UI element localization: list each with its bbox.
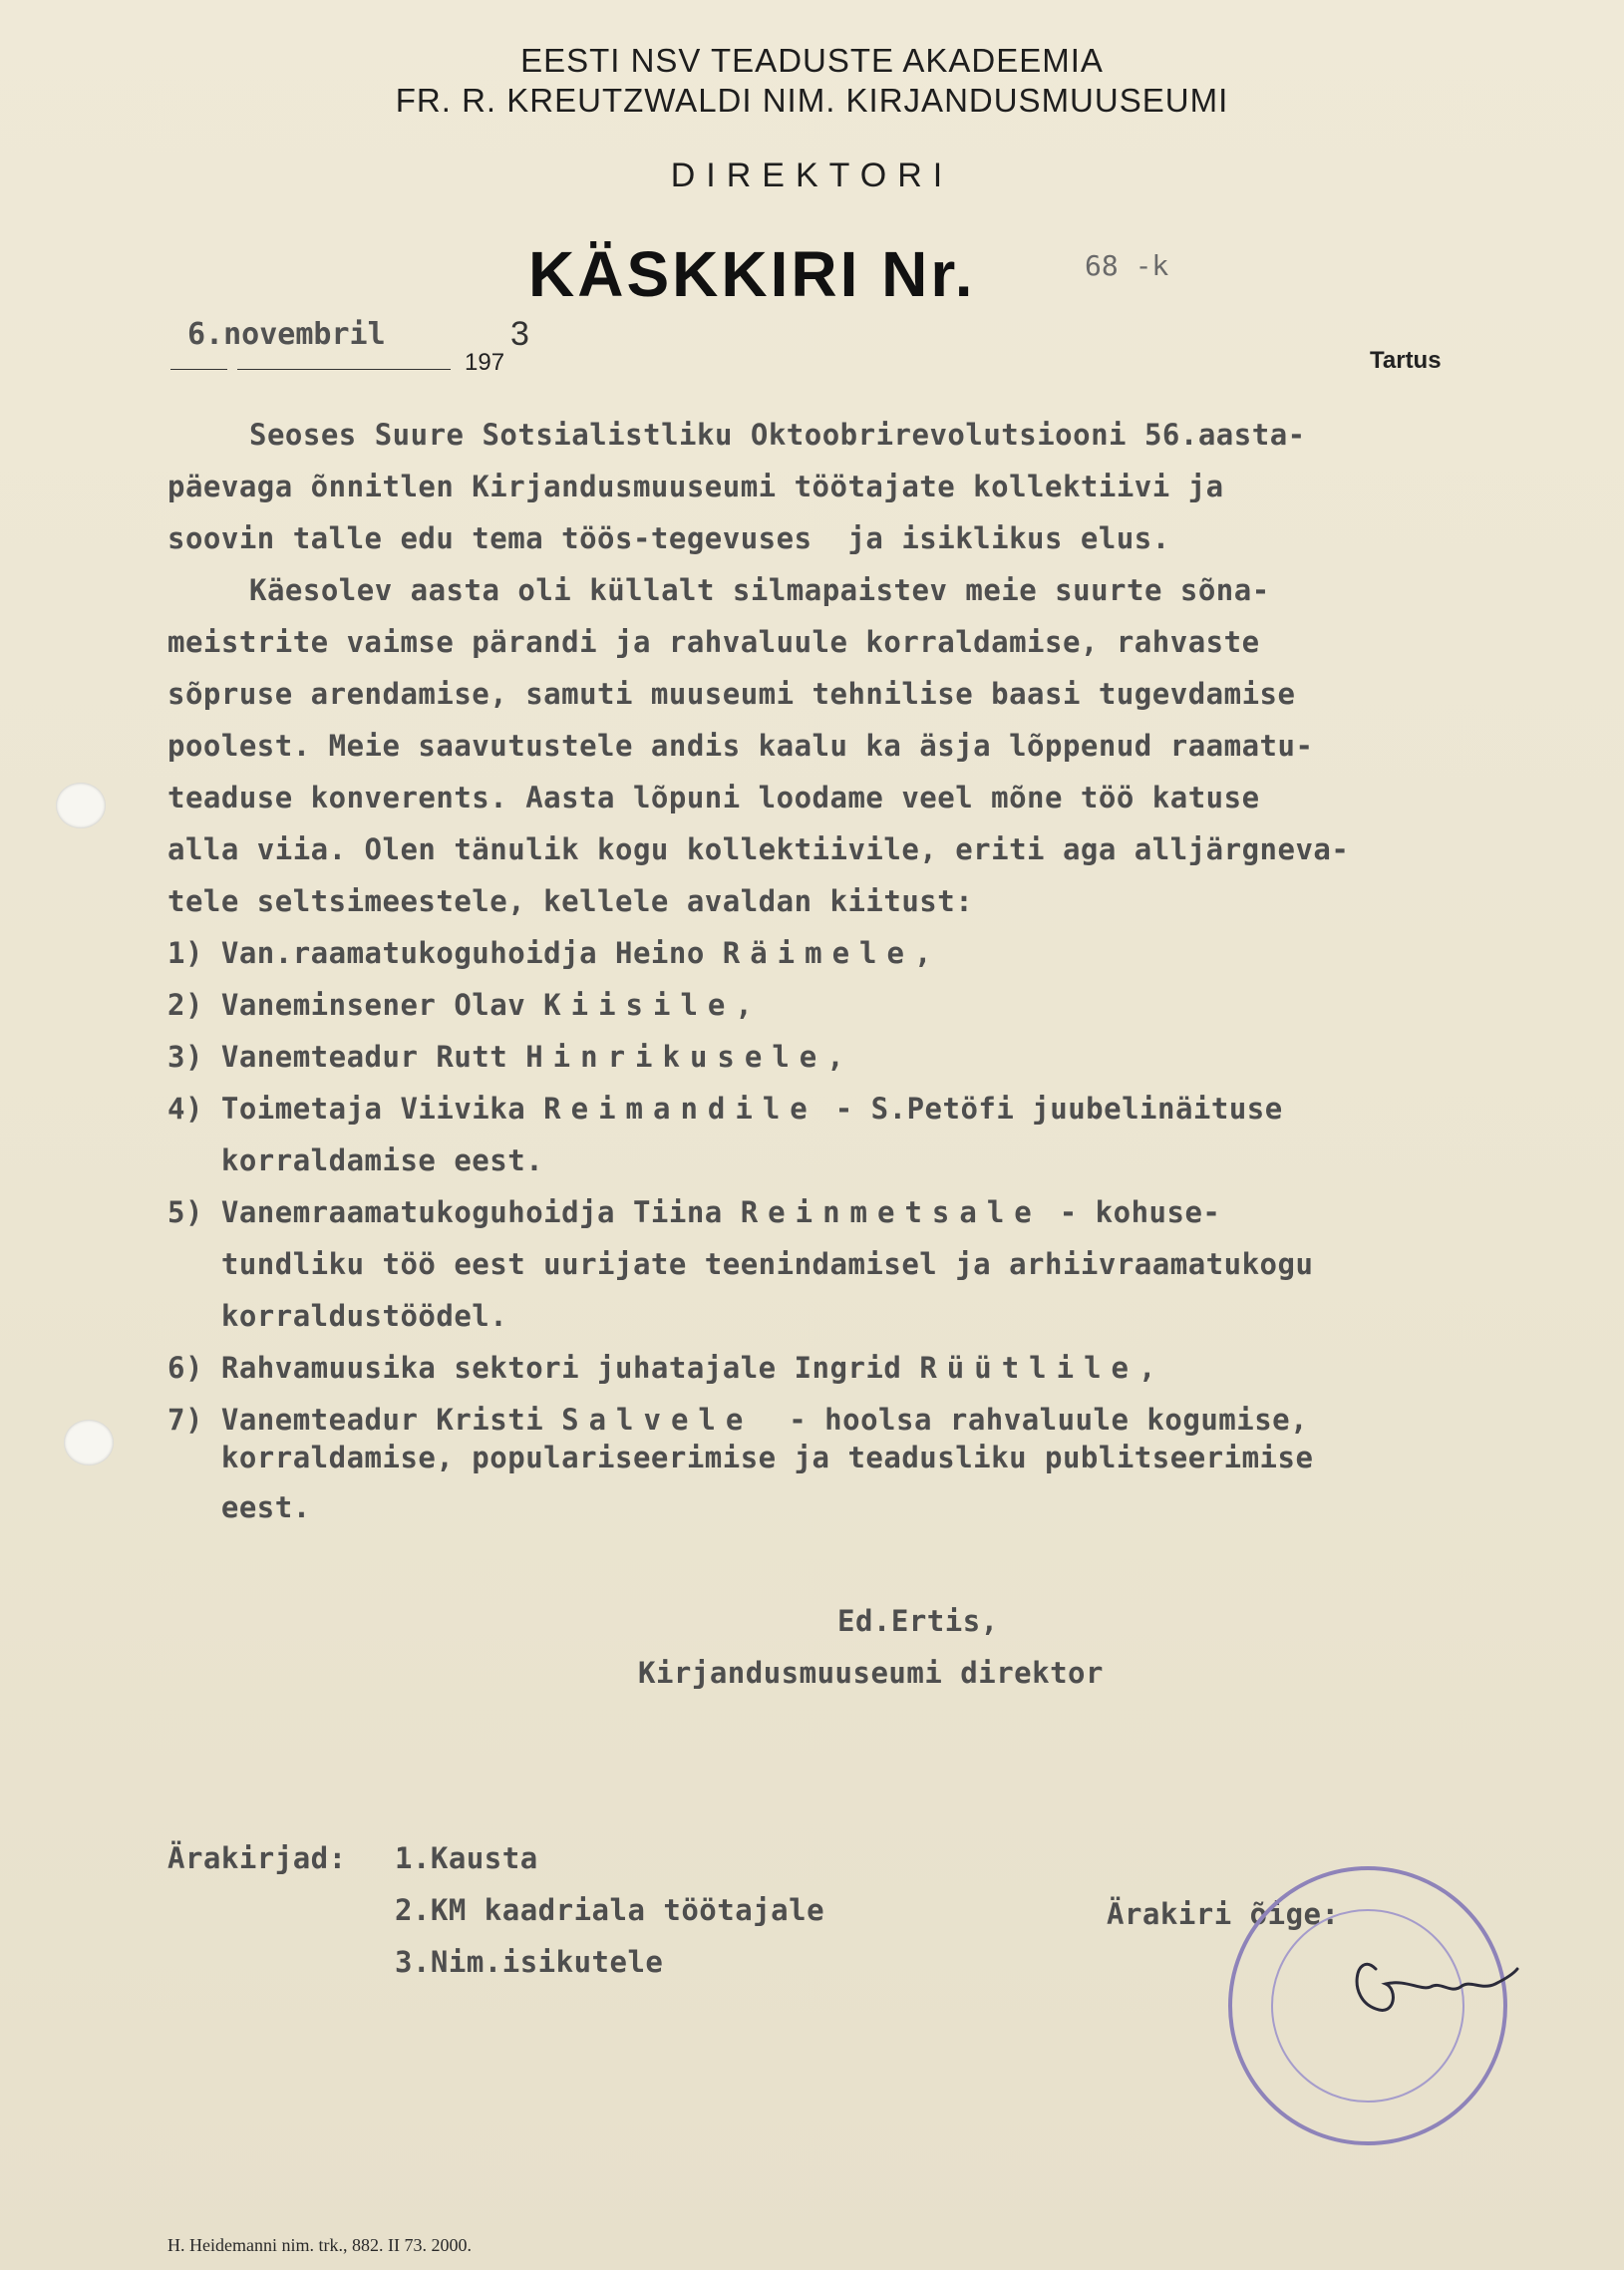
date-underline-long [237, 369, 451, 370]
praise-item: eest. [167, 1490, 311, 1524]
date-underline-short [170, 369, 227, 370]
place: Tartus [1370, 347, 1442, 374]
signatory-name: Ed.Ertis, [837, 1604, 999, 1638]
header-museum: FR. R. KREUTZWALDI NIM. KIRJANDUSMUUSEUMI [395, 82, 1229, 119]
body-line: sõpruse arendamise, samuti muuseumi tehnilise baasi tugevdamise [167, 677, 1296, 711]
praise-item: tundliku töö eest uurijate teenindamisel ja arhiivraamatukogu [167, 1247, 1314, 1281]
copies-item: 2.KM kaadriala töötajale [395, 1893, 825, 1927]
body-line: päevaga õnnitlen Kirjandusmuuseumi töötajate kollektiivi ja [167, 470, 1224, 503]
body-line: Käesolev aasta oli küllalt silmapaistev meie suurte sõna- [249, 573, 1270, 607]
praise-name: Reinmetsale [740, 1195, 1042, 1229]
copies-item: 3.Nim.isikutele [395, 1945, 664, 1979]
copies-label: Ärakirjad: [167, 1841, 347, 1875]
praise-item: korraldamise eest. [167, 1143, 544, 1177]
praise-name: Reimandile [543, 1092, 817, 1126]
date-day-month: 6.novembril [187, 317, 386, 352]
praise-item: 7) Vanemteadur Kristi Salvele - hoolsa rahvaluule kogumise, [167, 1403, 1309, 1437]
body-line: alla viia. Olen tänulik kogu kollektiivile, eriti aga alljärgneva- [167, 832, 1350, 866]
body-line: soovin talle edu tema töös-tegevuses ja isiklikus elus. [167, 521, 1170, 555]
praise-item: korraldustöödel. [167, 1299, 508, 1333]
praise-item: korraldamise, populariseerimise ja teadusliku publitseerimise [167, 1441, 1314, 1474]
praise-item: 3) Vanemteadur Rutt Hinrikusele, [167, 1040, 845, 1074]
praise-item: 6) Rahvamuusika sektori juhatajale Ingrid Rüütlile, [167, 1351, 1156, 1385]
punch-hole-bottom [64, 1420, 114, 1465]
year-digit: 3 [510, 315, 529, 353]
praise-item: 2) Vaneminsener Olav Kiisile, [167, 988, 754, 1022]
praise-name: Salvele [561, 1403, 754, 1437]
copies-item: 1.Kausta [395, 1841, 538, 1875]
punch-hole-top [56, 783, 106, 828]
praise-name: Räimele [722, 936, 914, 970]
praise-item: 5) Vanemraamatukoguhoidja Tiina Reinmetsale - kohuse- [167, 1195, 1221, 1229]
header-director: DIREKTORI [670, 157, 954, 194]
body-line: poolest. Meie saavutustele andis kaalu ka äsja lõppenud raamatu- [167, 729, 1314, 763]
praise-item: 4) Toimetaja Viivika Reimandile - S.Petöfi juubelinäituse [167, 1092, 1283, 1126]
praise-item: 1) Van.raamatukoguhoidja Heino Räimele, [167, 936, 932, 970]
praise-name: Rüütlile [919, 1351, 1138, 1385]
body-line: tele seltsimeestele, kellele avaldan kiitust: [167, 884, 974, 918]
document-title: KÄSKKIRI Nr. [528, 238, 976, 310]
copy-certified: Ärakiri õige: [1107, 1897, 1340, 1931]
handwritten-signature [1336, 1929, 1525, 2039]
body-line: meistrite vaimse pärandi ja rahvaluule korraldamise, rahvaste [167, 625, 1260, 659]
printer-imprint: H. Heidemanni nim. trk., 882. II 73. 2000. [167, 2235, 472, 2255]
year-prefix: 197 [465, 349, 505, 376]
order-number: 68 -k [1085, 249, 1169, 282]
body-line: Seoses Suure Sotsialistliku Oktoobrirevolutsiooni 56.aasta- [249, 418, 1306, 452]
header-academy: EESTI NSV TEADUSTE AKADEEMIA [520, 42, 1104, 79]
praise-name: Hinrikusele [525, 1040, 827, 1074]
body-line: teaduse konverents. Aasta lõpuni loodame veel mõne töö katuse [167, 781, 1260, 814]
praise-name: Kiisile [543, 988, 736, 1022]
signatory-position: Kirjandusmuuseumi direktor [638, 1656, 1104, 1690]
